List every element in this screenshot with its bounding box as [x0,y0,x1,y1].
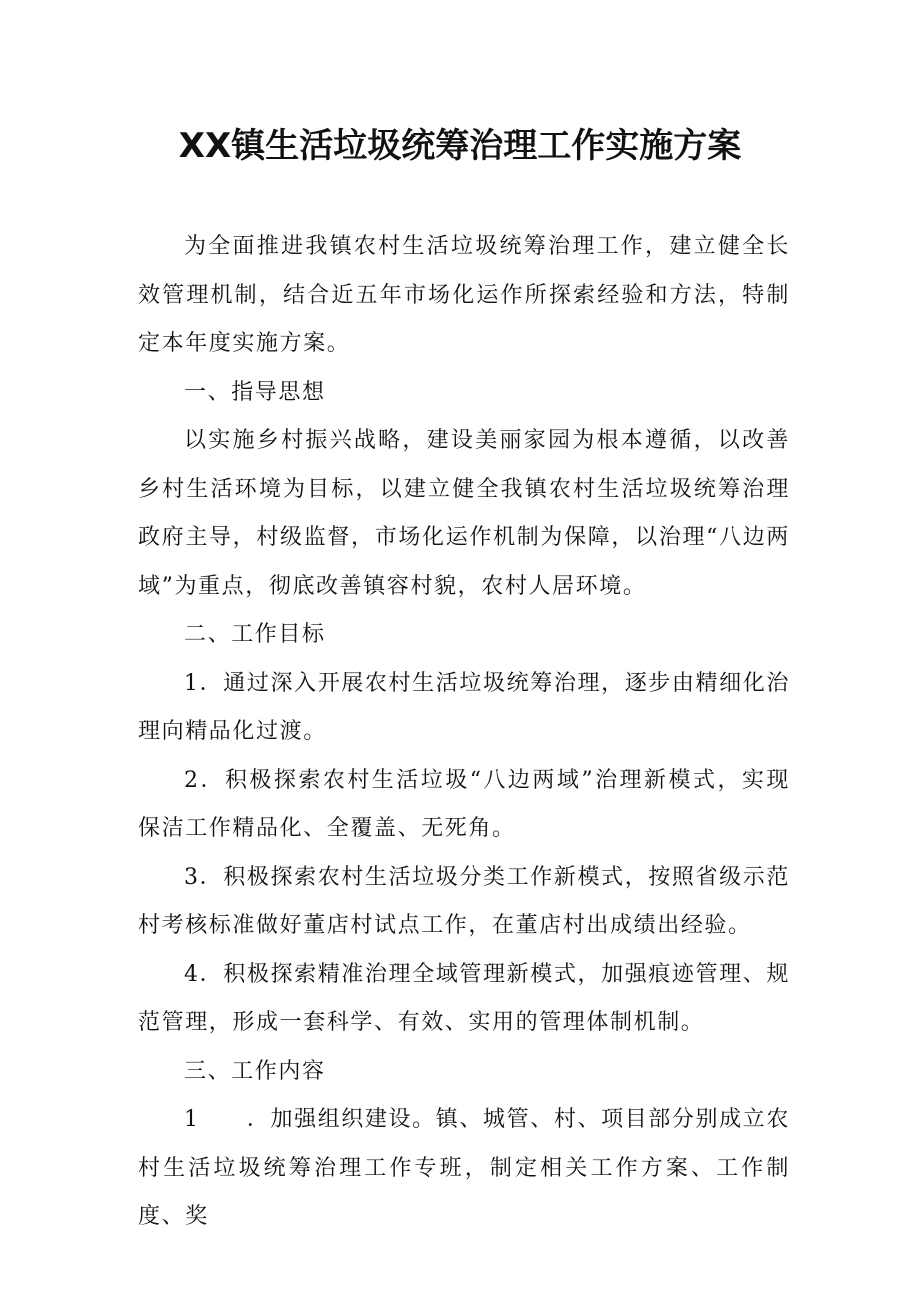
section-heading-work-content: 三、工作内容 [184,1058,326,1084]
guiding-ideology-paragraph: 以实施乡村振兴战略，建设美丽家园为根本遵循，以改善乡村生活环境为目标，以建立健全我镇农村生活垃圾统筹治理政府主导，村级监督，市场化运作机制为保障，以治理“八边两域”为重点，彻底改善镇容村貌，农村人居环境。 [138,428,790,599]
section-heading-guiding-ideology: 一、指导思想 [184,379,326,405]
intro-paragraph: 为全面推进我镇农村生活垃圾统筹治理工作，建立健全长效管理机制，结合近五年市场化运作所探索经验和方法，特制定本年度实施方案。 [138,234,790,356]
goal-item-2: 2．积极探索农村生活垃圾“八边两域”治理新模式，实现保洁工作精品化、全覆盖、无死角。 [138,767,790,841]
content-item-1: 1 ．加强组织建设。镇、城管、村、项目部分别成立农村生活垃圾统筹治理工作专班，制定相关工作方案、工作制度、奖 [138,1107,790,1229]
document-body [138,223,790,1242]
goal-item-1: 1．通过深入开展农村生活垃圾统筹治理，逐步由精细化治理向精品化过渡。 [138,670,790,744]
goal-item-3: 3．积极探索农村生活垃圾分类工作新模式，按照省级示范村考核标准做好董店村试点工作，在董店村出成绩出经验。 [138,864,790,938]
document-title: XX镇生活垃圾统筹治理工作实施方案 [178,126,742,166]
goal-item-4: 4．积极探索精准治理全域管理新模式，加强痕迹管理、规范管理，形成一套科学、有效、实用的管理体制机制。 [138,961,790,1035]
section-heading-work-goals: 二、工作目标 [184,622,326,647]
